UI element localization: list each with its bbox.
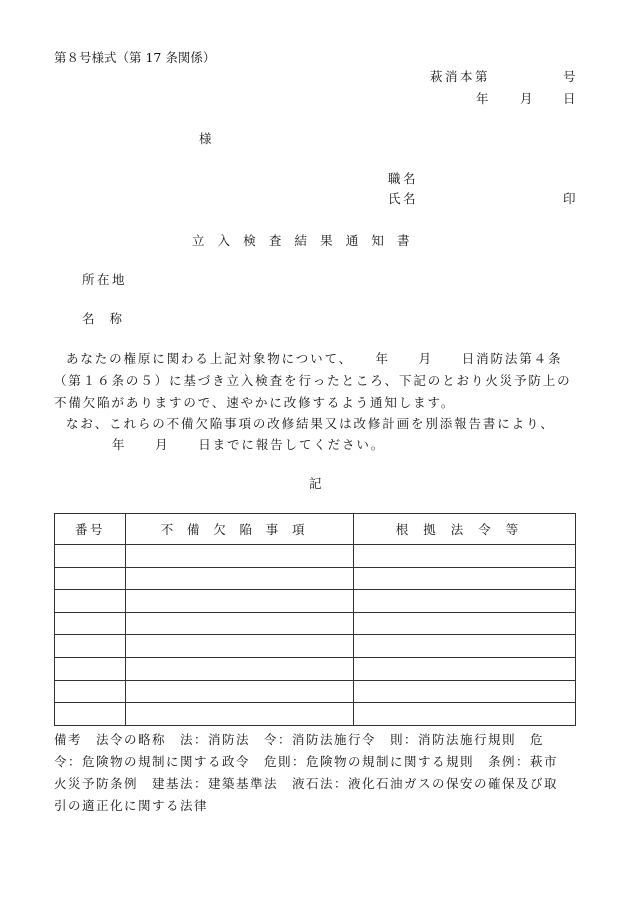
table-row [55, 612, 576, 635]
deficiency-table [54, 513, 576, 726]
table-row [55, 590, 576, 613]
deficiency-cell[interactable] [126, 545, 354, 568]
legal-basis-cell[interactable] [354, 590, 576, 613]
name-label: 氏名 [388, 191, 419, 206]
table-row [55, 680, 576, 703]
table-row [55, 567, 576, 590]
remarks-line-4: 引の適正化に関する法律 [54, 798, 209, 813]
legal-basis-cell[interactable] [354, 703, 576, 726]
seal-label: 印 [563, 191, 576, 206]
header-deficiency: 不備欠陥事項 [126, 514, 354, 545]
table-row [55, 635, 576, 658]
addressee-suffix: 様 [199, 131, 212, 146]
legal-basis-cell[interactable] [354, 680, 576, 703]
number-cell[interactable] [55, 612, 126, 635]
legal-basis-cell[interactable] [354, 545, 576, 568]
header-legal-basis: 根拠法令等 [354, 514, 576, 545]
location-label: 所在地 [82, 272, 128, 287]
body-line-4: なお、これらの不備欠陥事項の改修結果又は改修計画を別添報告書により、 [66, 416, 555, 431]
deficiency-cell[interactable] [126, 657, 354, 680]
number-cell[interactable] [55, 680, 126, 703]
number-cell[interactable] [55, 567, 126, 590]
document-title: 立入検査結果通知書 [192, 233, 423, 248]
deficiency-cell[interactable] [126, 703, 354, 726]
table-row [55, 545, 576, 568]
date-month: 月 [520, 91, 533, 106]
form-label: 第８号様式（第 17 条関係） [54, 50, 216, 65]
deficiency-cell[interactable] [126, 590, 354, 613]
legal-basis-cell[interactable] [354, 612, 576, 635]
date-day: 日 [563, 91, 576, 106]
legal-basis-cell[interactable] [354, 567, 576, 590]
number-cell[interactable] [55, 657, 126, 680]
position-label: 職名 [388, 171, 419, 186]
remarks-line-3: 火災予防条例 建基法：建築基準法 液石法：液化石油ガスの保安の確保及び取 [54, 776, 559, 791]
date-year: 年 [476, 91, 489, 106]
legal-basis-cell[interactable] [354, 635, 576, 658]
deficiency-cell[interactable] [126, 680, 354, 703]
number-cell[interactable] [55, 590, 126, 613]
table-row [55, 657, 576, 680]
remarks-line-1: 備考 法令の略称 法：消防法 令：消防法施行令 則：消防法施行規則 危 [54, 732, 545, 747]
table-row [55, 703, 576, 726]
table-header-row [55, 514, 576, 545]
header-number: 番号 [55, 514, 126, 545]
deficiency-cell[interactable] [126, 612, 354, 635]
ki-label: 記 [309, 476, 322, 491]
doc-number-suffix: 号 [563, 69, 576, 84]
deficiency-cell[interactable] [126, 635, 354, 658]
deficiency-cell[interactable] [126, 567, 354, 590]
body-line-2: （第１６条の５）に基づき立入検査を行ったところ、下記のとおり火災予防上の [54, 373, 572, 388]
doc-number-prefix: 萩消本第 [430, 69, 491, 84]
number-cell[interactable] [55, 703, 126, 726]
number-cell[interactable] [55, 635, 126, 658]
body-line-1: あなたの権原に関わる上記対象物について、 年 月 日消防法第４条 [66, 351, 563, 366]
name-field-label: 名称 [82, 311, 138, 326]
remarks-line-2: 令：危険物の規制に関する政令 危則：危険物の規制に関する規則 条例：萩市 [54, 754, 559, 769]
body-line-3: 不備欠陥がありますので、速やかに改修するよう通知します。 [54, 395, 456, 410]
body-line-5: 年 月 日までに報告してください。 [112, 437, 386, 452]
number-cell[interactable] [55, 545, 126, 568]
legal-basis-cell[interactable] [354, 657, 576, 680]
